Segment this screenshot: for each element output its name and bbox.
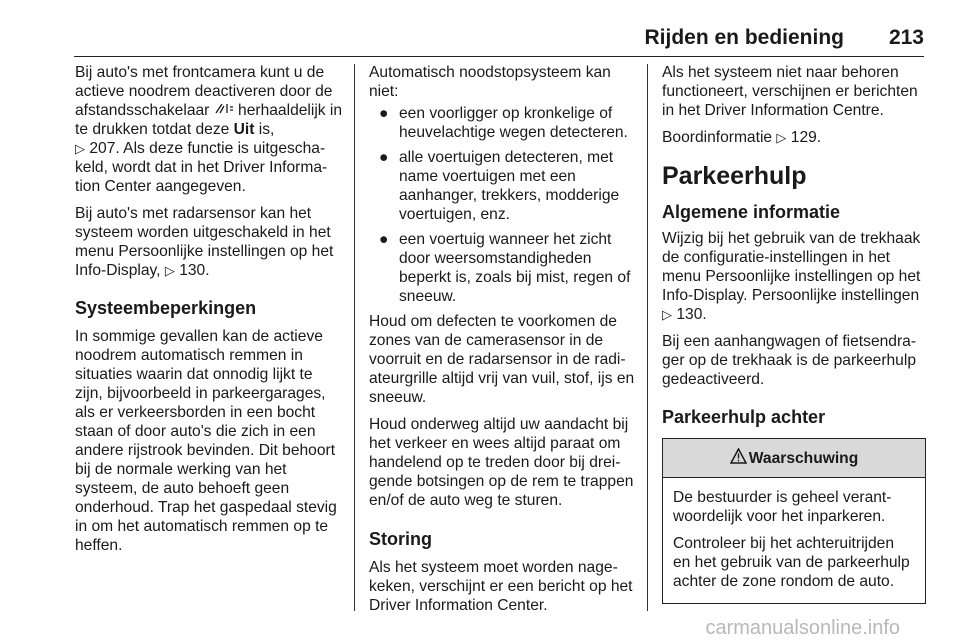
distance-switch-icon (214, 102, 234, 119)
reference-arrow-icon: ▷ (776, 130, 787, 145)
heading-fault: Storing (369, 529, 432, 549)
list-item: ● een voertuig wanneer het zicht door weersomstandigheden beperkt is, zoals bij mist, regen of sneeuw. (379, 231, 631, 305)
paragraph-board-info: Boordinformatie ▷ 129. (662, 129, 822, 146)
page-ref-link[interactable]: 207 (89, 140, 116, 157)
heading-general-info: Algemene informatie (662, 202, 841, 222)
page-ref-link[interactable]: 129 (790, 129, 817, 146)
page-header (74, 0, 924, 57)
paragraph-disable-brake: Bij auto's met frontcamera kunt u de actieve noodrem deactiveren door de afstandsschakelaar herhaaldelijk in te drukken totdat deze Uit is, ▷ 207. Als deze functie is uitgeschakeld, wordt dat in het Driver Information Center aangegeven. (75, 64, 343, 195)
paragraph-attention: Houd onderweg altijd uw aandacht bij het verkeer en wees altijd paraat om handelend op te treden door bij dreigende botsingen op de rem te trappen en/of de auto weg te sturen. (369, 416, 634, 509)
warning-body: De bestuurder is geheel verantwoordelijk voor het inparkeren. Controleer bij het achteruitrijden en het gebruik van de parkeerhulp achter de zone rondom de auto. (673, 489, 910, 590)
page-number: 213 (888, 26, 924, 49)
warning-triangle-icon (730, 448, 749, 469)
list-item: ● een voorligger op kronkelige of heuvelachtige wegen detecteren. (379, 105, 628, 141)
warning-box (662, 438, 926, 604)
heading-rear-parking: Parkeerhulp achter (662, 407, 826, 427)
column-2 (369, 63, 635, 623)
column-divider (354, 64, 355, 611)
page-ref-link[interactable]: 130 (179, 262, 206, 279)
page-ref-link[interactable]: 130 (676, 306, 703, 323)
list-item: ● alle voertuigen detecteren, met name voertuigen met een aanhanger, trekkers, modderige voertuigen, enz. (379, 149, 620, 223)
heading-parking-assist: Parkeerhulp (662, 162, 807, 190)
paragraph-bike-carrier: Bij een aanhangwagen of fietsendrager op de trekhaak is de parkeerhulp gedeactiveerd. (662, 333, 917, 388)
reference-arrow-icon: ▷ (75, 141, 85, 156)
column-divider (647, 64, 648, 611)
paragraph-intro: Automatisch noodstopsysteem kan niet: (369, 64, 611, 100)
column-3 (662, 63, 928, 604)
warning-header: Waarschuwing (663, 439, 925, 478)
column-1 (75, 63, 343, 563)
reference-arrow-icon: ▷ (662, 307, 672, 322)
paragraph-fault: Als het systeem moet worden nagekeken, verschijnt er een bericht op het Driver Information Center. (369, 559, 633, 614)
bullet-list (369, 104, 635, 306)
section-title: Rijden en bediening (644, 26, 844, 49)
paragraph-general: Wijzig bij het gebruik van de trekhaak de configuratie-instellingen in het menu Persoonlijke instellingen op het Info-Display. Persoonlijke instellingen ▷ 130. (662, 230, 921, 323)
reference-arrow-icon: ▷ (164, 263, 175, 278)
paragraph-radar: Bij auto's met radarsensor kan het systeem worden uitgeschakeld in het menu Persoonlijke instellingen op het Info-Display, ▷ 130. (75, 205, 334, 279)
heading-limitations: Systeembeperkingen (75, 298, 257, 318)
paragraph-malfunction: Als het systeem niet naar behoren functioneert, verschijnen er berichten in het Driver Information Centre. (662, 64, 918, 119)
paragraph-limitations: In sommige gevallen kan de actieve noodrem automatisch remmen in situaties waarin dat onnodig lijkt te zijn, bijvoorbeeld in parkeergarages, als er verkeersborden in een bocht staan of door auto's die zich in een andere rijstrook bevinden. Dit behoort bij de normale werking van het systeem, de auto behoeft geen onderhoud. Trap het gaspedaal stevig in om het automatisch remmen op te heffen. (75, 328, 337, 554)
watermark: carmanualsonline.info (705, 617, 900, 639)
paragraph-clean: Houd om defecten te voorkomen de zones van de camerasensor in de voorruit en de radarsensor in de radiateurgrille altijd vrij van vuil, stof, ijs en sneeuw. (369, 313, 635, 406)
